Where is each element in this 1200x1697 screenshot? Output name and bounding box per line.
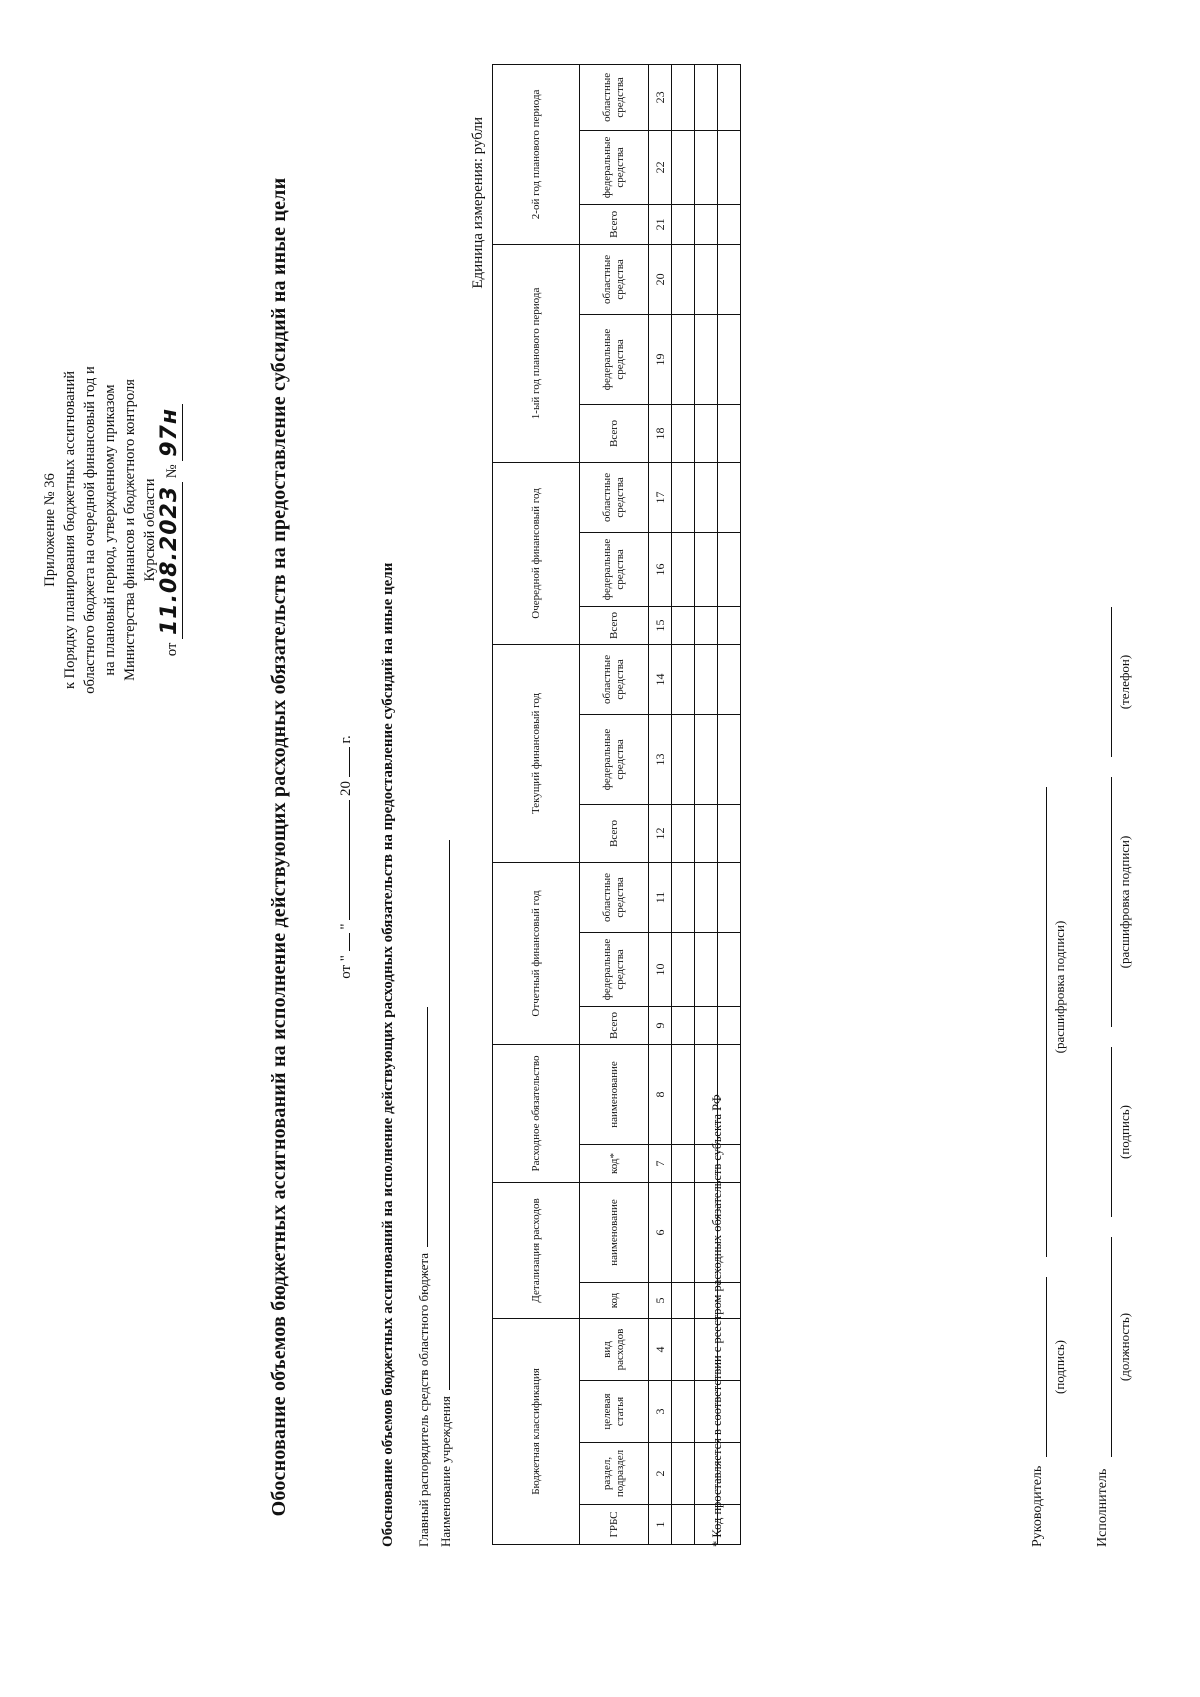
col-number: 11: [649, 862, 672, 932]
col-reporting-federal: федеральные средства: [580, 932, 649, 1006]
col-number: 20: [649, 244, 672, 314]
head-label: Руководитель: [1030, 1465, 1045, 1547]
col-plan2-regional: областные средства: [580, 64, 649, 130]
group-detail: Детализация расходов: [493, 1182, 580, 1318]
col-number: 23: [649, 64, 672, 130]
group-plan-year-1: 1-ый год планового периода: [493, 244, 580, 462]
group-current-year: Текущий финансовый год: [493, 644, 580, 862]
col-detail-name: наименование: [580, 1182, 649, 1282]
col-reporting-total: Всего: [580, 1006, 649, 1044]
col-kind: вид расходов: [580, 1318, 649, 1380]
date-year-suffix: г.: [338, 735, 354, 744]
unit-label: Единица измерения: рубли: [470, 117, 486, 289]
executor-label: Исполнитель: [1095, 1468, 1110, 1547]
col-obligation-code: код*: [580, 1144, 649, 1182]
appendix-line-1: Приложение № 36: [42, 473, 58, 587]
date-year-prefix: 20: [338, 780, 354, 796]
col-number: 7: [649, 1144, 672, 1182]
col-number: 4: [649, 1318, 672, 1380]
head-podpis-caption: (подпись): [1052, 1340, 1067, 1394]
col-plan1-total: Всего: [580, 404, 649, 462]
appendix-number-value: 97н: [157, 404, 183, 461]
footnote: * Код проставляется в соответствии с реестром расходных обязательств субъекта РФ: [710, 1094, 724, 1547]
col-number: 19: [649, 314, 672, 404]
col-next-total: Всего: [580, 606, 649, 644]
col-number: 5: [649, 1282, 672, 1318]
executor-dolzhnost-caption: (должность): [1117, 1312, 1132, 1382]
col-plan2-federal: федеральные средства: [580, 130, 649, 204]
appendix-line-3: областного бюджета на очередной финансовый год и: [82, 366, 98, 694]
appendix-line-2: к Порядку планирования бюджетных ассигнований: [62, 371, 78, 689]
col-next-regional: областные средства: [580, 462, 649, 532]
col-number: 14: [649, 644, 672, 714]
document-title: Обоснование объемов бюджетных ассигнований на исполнение действующих расходных обязательств на предоставление субсидий на иные цели: [268, 177, 290, 1517]
col-number: 13: [649, 714, 672, 804]
appendix-number-sign: №: [164, 464, 180, 479]
col-number: 16: [649, 532, 672, 606]
appendix-date-prefix: от: [164, 642, 180, 657]
group-next-year: Очередной финансовый год: [493, 462, 580, 644]
col-number: 22: [649, 130, 672, 204]
col-current-total: Всего: [580, 804, 649, 862]
col-section: раздел, подраздел: [580, 1443, 649, 1505]
col-number: 12: [649, 804, 672, 862]
date-quote: ": [338, 923, 354, 930]
executor-podpis-caption: (подпись): [1117, 1105, 1132, 1159]
col-number: 1: [649, 1505, 672, 1545]
col-detail-code: код: [580, 1282, 649, 1318]
col-number: 8: [649, 1044, 672, 1144]
document-subtitle: Обоснование объемов бюджетных ассигнований на исполнение действующих расходных обязательств на предоставление субсидий на иные цели: [380, 562, 396, 1547]
col-number: 2: [649, 1443, 672, 1505]
group-budget-class: Бюджетная классификация: [493, 1318, 580, 1544]
executor-telefon-caption: (телефон): [1117, 654, 1132, 710]
col-number: 15: [649, 606, 672, 644]
head-rasshifrovka-caption: (расшифровка подписи): [1052, 920, 1067, 1054]
col-number: 3: [649, 1381, 672, 1443]
appendix-line-5: Министерства финансов и бюджетного контроля: [122, 379, 138, 681]
col-next-federal: федеральные средства: [580, 532, 649, 606]
col-number: 9: [649, 1006, 672, 1044]
col-number: 10: [649, 932, 672, 1006]
main-manager-label: Главный распорядитель средств областного бюджета: [416, 1252, 431, 1547]
executor-rasshifrovka-caption: (расшифровка подписи): [1117, 835, 1132, 969]
col-reporting-regional: областные средства: [580, 862, 649, 932]
institution-label: Наименование учреждения: [438, 1396, 453, 1547]
col-plan1-regional: областные средства: [580, 244, 649, 314]
appendix-line-6: Курской области: [142, 478, 158, 582]
col-current-regional: областные средства: [580, 644, 649, 714]
group-plan-year-2: 2-ой год планового периода: [493, 64, 580, 244]
col-grbs: ГРБС: [580, 1505, 649, 1545]
col-plan1-federal: федеральные средства: [580, 314, 649, 404]
col-target: целевая статья: [580, 1381, 649, 1443]
col-number: 18: [649, 404, 672, 462]
col-number: 17: [649, 462, 672, 532]
group-reporting-year: Отчетный финансовый год: [493, 862, 580, 1044]
col-current-federal: федеральные средства: [580, 714, 649, 804]
appendix-date-value: 11.08.2023: [157, 482, 183, 639]
group-obligation: Расходное обязательство: [493, 1044, 580, 1182]
col-number: 21: [649, 204, 672, 244]
date-from: от ": [338, 955, 354, 979]
col-number: 6: [649, 1182, 672, 1282]
col-plan2-total: Всего: [580, 204, 649, 244]
col-obligation-name: наименование: [580, 1044, 649, 1144]
appendix-line-4: на плановый период, утвержденному приказом: [102, 384, 118, 676]
